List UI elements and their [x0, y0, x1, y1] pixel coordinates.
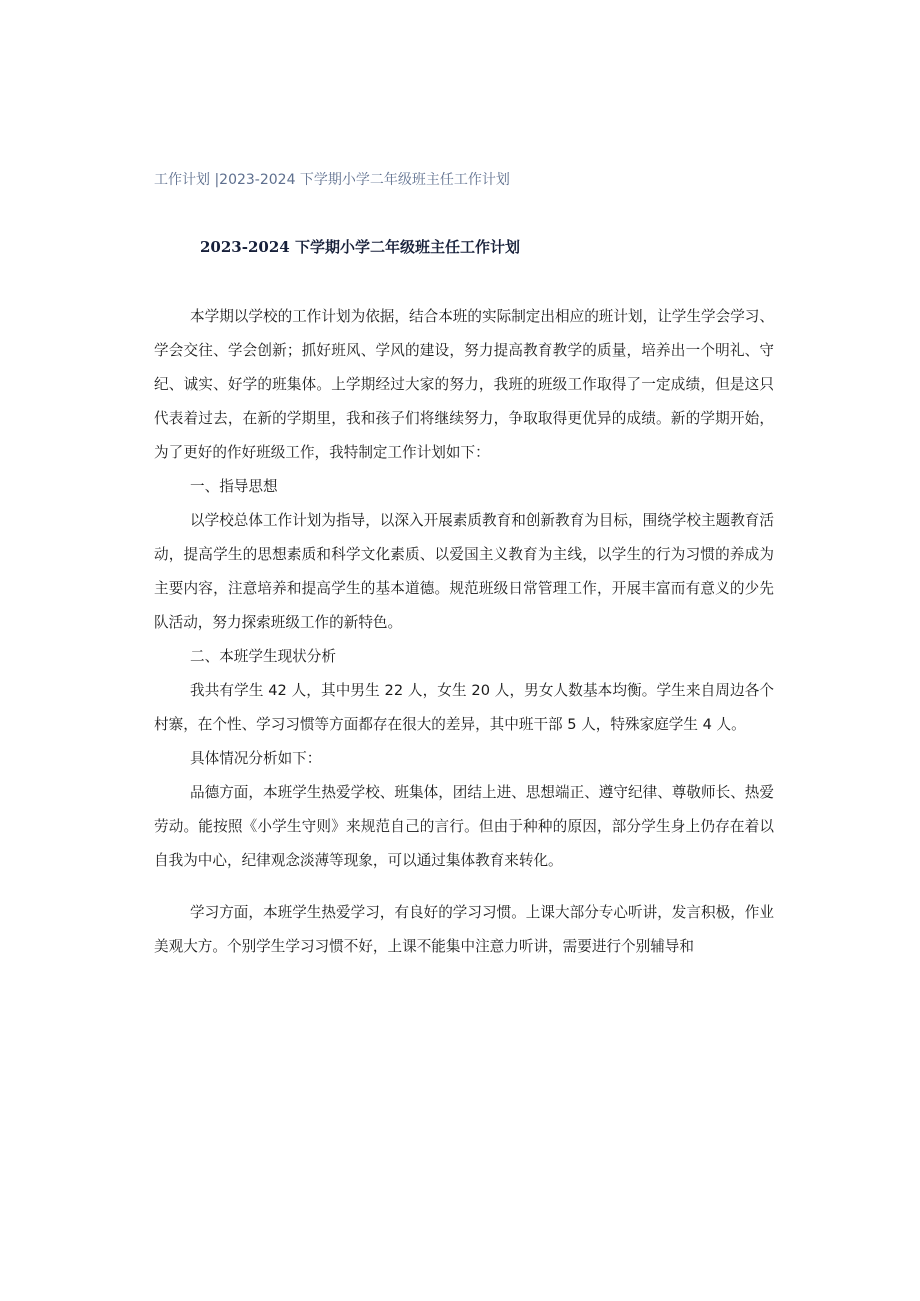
section-heading-guiding-ideology: 一、指导思想: [190, 478, 278, 495]
class-analysis-paragraph: 我共有学生 42 人，其中男生 22 人，女生 20 人，男女人数基本均衡。学生来自周边各个村寨，在个性、学习习惯等方面都存在很大的差异，其中班干部 5 人，特殊家庭学生 4 人。: [154, 682, 774, 733]
study-paragraph: 学习方面，本班学生热爱学习，有良好的学习习惯。上课大部分专心听讲，发言积极，作业美观大方。个别学生学习习惯不好，上课不能集中注意力听讲，需要进行个别辅导和: [154, 904, 774, 955]
section-heading-class-analysis: 二、本班学生现状分析: [190, 648, 336, 665]
guiding-ideology-paragraph: 以学校总体工作计划为指导，以深入开展素质教育和创新教育为目标，围绕学校主题教育活动，提高学生的思想素质和科学文化素质、以爱国主义教育为主线，以学生的行为习惯的养成为主要内容，注意培养和提高学生的基本道德。规范班级日常管理工作，开展丰富而有意义的少先队活动，努力探索班级工作的新特色。: [154, 512, 774, 631]
document-body: [154, 300, 774, 964]
analysis-intro-paragraph: 具体情况分析如下：: [190, 750, 322, 767]
moral-paragraph: 品德方面，本班学生热爱学校、班集体，团结上进、思想端正、遵守纪律、尊敬师长、热爱劳动。能按照《小学生守则》来规范自己的言行。但由于种种的原因，部分学生身上仍存在着以自我为中心，纪律观念淡薄等现象，可以通过集体教育来转化。: [154, 784, 774, 869]
breadcrumb: 工作计划 |2023-2024 下学期小学二年级班主任工作计划: [154, 172, 510, 188]
page-title: 2023-2024 下学期小学二年级班主任工作计划: [200, 238, 520, 256]
intro-paragraph: 本学期以学校的工作计划为依据，结合本班的实际制定出相应的班计划，让学生学会学习、学会交往、学会创新；抓好班风、学风的建设，努力提高教育教学的质量，培养出一个明礼、守纪、诚实、好学的班集体。上学期经过大家的努力，我班的班级工作取得了一定成绩，但是这只代表着过去，在新的学期里，我和孩子们将继续努力，争取取得更优异的成绩。新的学期开始，为了更好的作好班级工作，我特制定工作计划如下：: [154, 308, 774, 461]
